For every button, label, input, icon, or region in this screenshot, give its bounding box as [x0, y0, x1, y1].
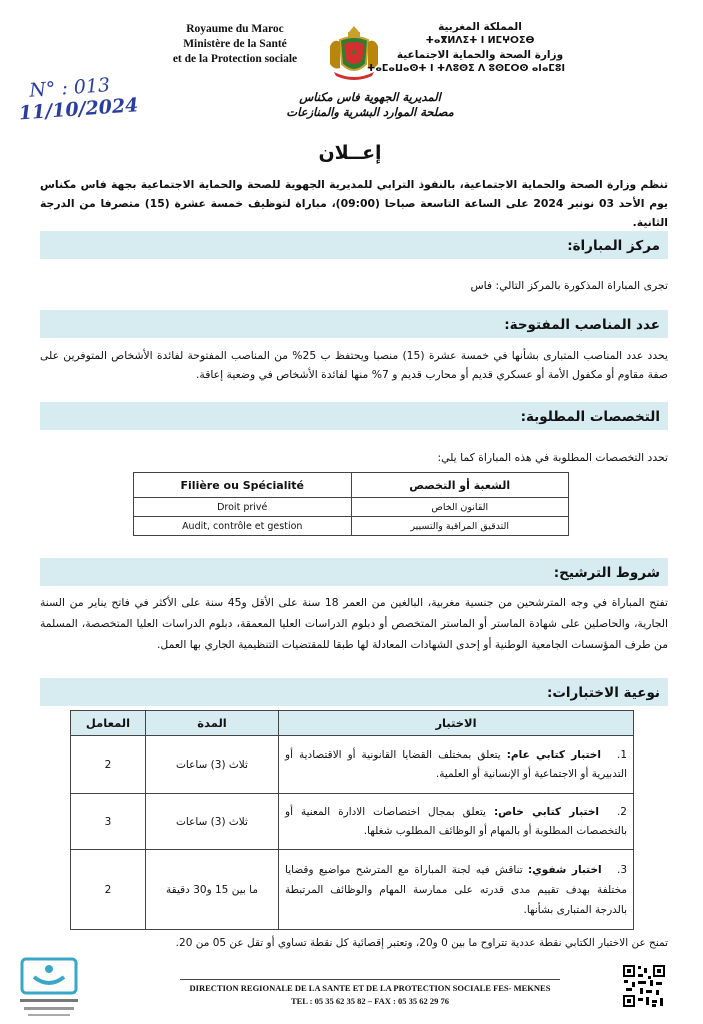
col-filiere-ar: الشعبة أو التخصص	[351, 473, 569, 498]
exam-1-desc: يتعلق بمختلف القضايا القانونية أو الاقتصادية أو التدبيرية أو الاجتماعية أو الإنسانية أو العلمية.	[285, 748, 627, 780]
exam-1-coef: 2	[71, 736, 146, 794]
specialties-table	[133, 472, 569, 536]
announcement-title: إعــلان	[318, 142, 382, 164]
handwritten-number: N° : 013	[28, 74, 111, 102]
exam-1-num: 1.	[616, 748, 628, 761]
specialties-text: تحدد التخصصات المطلوبة في هذه المباراة كما يلي:	[437, 451, 668, 464]
handwritten-reference	[17, 72, 150, 125]
exam-2-duration: ثلاث (3) ساعات	[146, 794, 279, 850]
exam-1-name: اختبار كتابي عام:	[506, 748, 601, 761]
section-title-specialties: التخصصات المطلوبة:	[520, 409, 660, 425]
col-filiere-fr: Filière ou Spécialité	[134, 473, 352, 498]
col-duration: المدة	[146, 711, 279, 736]
footer-divider	[180, 979, 560, 980]
exam-3-coef: 2	[71, 850, 146, 930]
header-fr-line-1: Royaume du Maroc	[186, 23, 284, 35]
exam-1-cell	[279, 736, 634, 794]
spec-fr-2: Audit, contrôle et gestion	[134, 517, 352, 536]
header-fr-line-3: et de la Protection sociale	[172, 53, 298, 65]
grading-note: تمنح عن الاختبار الكتابي نقطة عددية تتراوح ما بين 0 و20، وتعتبر إقصائية كل نقطة تساوي أو تقل عن 05 من 20.	[175, 937, 668, 949]
header-ar-line-3: وزارة الصحة والحماية الاجتماعية	[396, 49, 564, 61]
exam-3-cell	[279, 850, 634, 930]
spec-fr-1: Droit privé	[134, 498, 352, 517]
exam-2-desc: يتعلق بمجال اختصاصات الادارة المعنية أو بالتخصصات المطلوبة أو بالمهام أو الوظائف المطلوب شغلها.	[285, 805, 627, 837]
posts-text: يحدد عدد المناصب المتبارى بشأنها في خمسة عشرة (15) منصبا ويحتفظ ب 25% من المناصب المفتوحة لفائدة الأشخاص المتوفرين على صفة مقاوم أو مكفول الأمة أو عسكري قديم أو محارب قديم و 7% منها لفائدة الأشخاص في وضعية إعاقة.	[40, 349, 668, 381]
section-title-conditions: شروط الترشيح:	[553, 565, 660, 581]
section-band-specialties	[40, 402, 668, 430]
qr-code-icon	[622, 964, 666, 1008]
header-fr-line-2: Ministère de la Santé	[183, 38, 287, 50]
section-title-posts: عدد المناصب المفتوحة:	[504, 317, 660, 333]
footer-line-2: TEL : 05 35 62 35 82 – FAX : 05 35 62 29 76	[290, 996, 450, 1006]
exam-2-name: اختبار كتابي خاص:	[493, 805, 599, 818]
section-band-center	[40, 231, 668, 259]
ministry-header-fr	[165, 22, 305, 67]
spec-ar-1: القانون الخاص	[351, 498, 569, 517]
table-row	[71, 850, 634, 930]
regional-directorate	[240, 90, 500, 120]
col-exam: الاختبار	[279, 711, 634, 736]
ministry-header-ar	[367, 20, 565, 76]
section-title-exams: نوعية الاختبارات:	[546, 685, 660, 701]
exam-1-duration: ثلاث (3) ساعات	[146, 736, 279, 794]
exams-header-row	[71, 711, 634, 736]
dept-line-1: المديرية الجهوية فاس مكناس	[299, 90, 441, 104]
exam-3-num: 3.	[616, 863, 627, 876]
dept-line-2: مصلحة الموارد البشرية والمنازعات	[286, 105, 454, 119]
exam-2-cell	[279, 794, 634, 850]
table-row	[134, 517, 569, 536]
handwritten-date: 11/10/2024	[18, 94, 140, 125]
section-band-exams	[40, 678, 668, 706]
table-row	[71, 736, 634, 794]
page-footer	[160, 979, 580, 1008]
footer-line-1: DIRECTION REGIONALE DE LA SANTE ET DE LA PROTECTION SOCIALE FES- MEKNES	[189, 983, 551, 993]
header-ar-line-2: ⵜⴰⴳⵍⴷⵉⵜ ⵏ ⵍⵎⵖⵔⵉⴱ	[425, 35, 535, 46]
intro-paragraph: تنظم وزارة الصحة والحماية الاجتماعية، بالنفوذ الترابي للمديرية الجهوية للصحة والحماية الاجتماعية بجهة فاس مكناس يوم الأحد 03 نونبر 2024 على الساعة التاسعة صباحا (09:00)، مباراة لتوظيف خمسة عشرة (15) متصرفا من الدرجة الثانية.	[40, 178, 668, 229]
exam-3-duration: ما بين 15 و30 دقيقة	[146, 850, 279, 930]
ministry-logo-icon	[14, 955, 84, 1019]
conditions-text: تفتح المباراة في وجه المترشحين من جنسية مغربية، البالغين من العمر 18 سنة على الأقل و45 سنة على الأكثر في فاتح يناير من السنة الجارية، والحاصلين على شهادة الماستر أو الماستر المتخصص أو دبلوم الدراسات العليا المعمقة، دبلوم الدراسات العليا المتخصصة، المسلمة من طرف المؤسسات الجامعية الوطنية أو إحدى الشهادات المعادلة لها طبقا للمقتضيات التنظيمية الجاري بها العمل.	[40, 596, 669, 651]
specialties-header-row	[134, 473, 569, 498]
spec-ar-2: التدقيق المراقبة والتسيير	[351, 517, 569, 536]
table-row	[71, 794, 634, 850]
exam-2-num: 2.	[616, 805, 627, 818]
section-band-conditions	[40, 558, 668, 586]
col-coef: المعامل	[71, 711, 146, 736]
header-ar-line-1: المملكة المغربية	[438, 21, 522, 33]
exam-2-coef: 3	[71, 794, 146, 850]
header-ar-line-4: ⵜⴰⵎⴰⵡⴰⵙⵜ ⵏ ⵜⴷⵓⵙⵉ ⴷ ⵓⵙⵎⵔⵙ ⴰⵏⴰⵎⵓⵏ	[367, 63, 565, 74]
section-title-center: مركز المباراة:	[567, 238, 660, 254]
exam-3-desc: تناقش فيه لجنة المباراة مع المترشح مواضيع وقضايا مختلفة بهدف تقييم مدى قدرته على ممارسة المهام والوظائف المرتبطة بالدرجة المتبارى بشأنها.	[285, 863, 627, 916]
exams-table	[70, 710, 634, 930]
section-band-posts	[40, 310, 668, 338]
exam-3-name: اختبار شفوي:	[527, 863, 602, 876]
center-text: تجرى المباراة المذكورة بالمركز التالي: فاس	[470, 279, 668, 292]
table-row	[134, 498, 569, 517]
